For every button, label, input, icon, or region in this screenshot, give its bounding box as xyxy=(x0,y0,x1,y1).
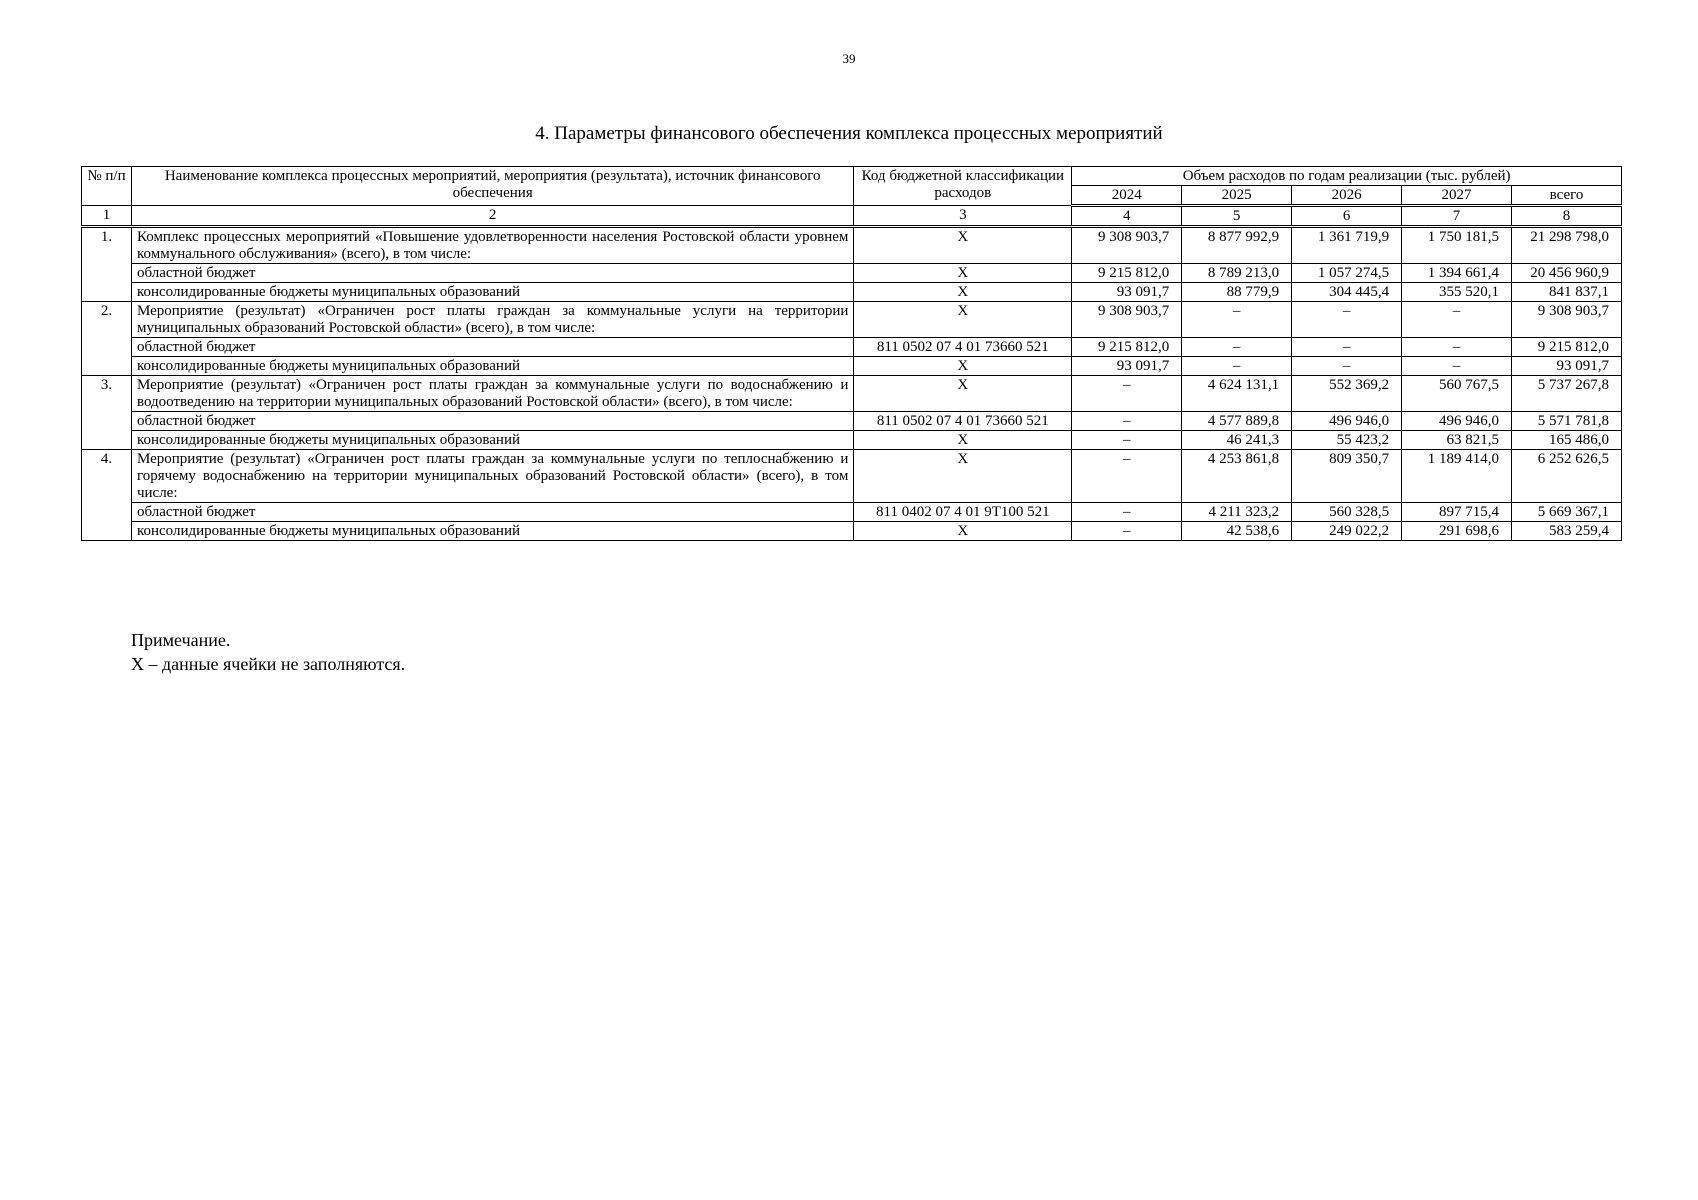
row-name: областной бюджет xyxy=(131,503,853,522)
row-name: Мероприятие (результат) «Ограничен рост платы граждан за коммунальные услуги по теплоснабжению и горячему водоснабжению на территории муниципальных образований Ростовской области» (всего), в том числе: xyxy=(131,450,853,503)
column-number: 4 xyxy=(1072,206,1182,227)
header-total: всего xyxy=(1512,186,1622,206)
row-year-value: 9 308 903,7 xyxy=(1072,227,1182,264)
row-year-value: 355 520,1 xyxy=(1402,283,1512,302)
table-row xyxy=(82,503,1622,522)
row-year-value: 897 715,4 xyxy=(1402,503,1512,522)
row-name: консолидированные бюджеты муниципальных образований xyxy=(131,283,853,302)
row-year-value: 496 946,0 xyxy=(1402,412,1512,431)
row-year-value: – xyxy=(1072,431,1182,450)
table-row xyxy=(82,412,1622,431)
row-year-value: 4 211 323,2 xyxy=(1182,503,1292,522)
row-year-value: – xyxy=(1402,357,1512,376)
row-budget-code: X xyxy=(854,227,1072,264)
row-name: консолидированные бюджеты муниципальных образований xyxy=(131,357,853,376)
row-budget-code: X xyxy=(854,376,1072,412)
row-total-value: 5 669 367,1 xyxy=(1512,503,1622,522)
row-year-value: – xyxy=(1182,302,1292,338)
section-title: 4. Параметры финансового обеспечения комплекса процессных мероприятий xyxy=(535,123,1163,144)
row-year-value: – xyxy=(1072,412,1182,431)
row-year-value: 1 394 661,4 xyxy=(1402,264,1512,283)
row-number: 4. xyxy=(82,450,132,541)
row-budget-code: X xyxy=(854,283,1072,302)
column-number: 6 xyxy=(1292,206,1402,227)
row-budget-code: 811 0502 07 4 01 73660 521 xyxy=(854,338,1072,357)
row-name: Мероприятие (результат) «Ограничен рост платы граждан за коммунальные услуги на территории муниципальных образований Ростовской области» (всего), в том числе: xyxy=(131,302,853,338)
row-number: 1. xyxy=(82,227,132,302)
row-year-value: – xyxy=(1402,302,1512,338)
row-year-value: 8 877 992,9 xyxy=(1182,227,1292,264)
row-total-value: 9 215 812,0 xyxy=(1512,338,1622,357)
row-year-value: – xyxy=(1402,338,1512,357)
row-year-value: 304 445,4 xyxy=(1292,283,1402,302)
header-volume: Объем расходов по годам реализации (тыс. рублей) xyxy=(1072,167,1622,186)
column-number: 2 xyxy=(131,206,853,227)
row-year-value: 46 241,3 xyxy=(1182,431,1292,450)
row-year-value: 1 189 414,0 xyxy=(1402,450,1512,503)
row-budget-code: X xyxy=(854,450,1072,503)
column-number-row xyxy=(82,206,1622,227)
row-year-value: 93 091,7 xyxy=(1072,357,1182,376)
row-total-value: 5 571 781,8 xyxy=(1512,412,1622,431)
row-number: 2. xyxy=(82,302,132,376)
table-row xyxy=(82,227,1622,264)
column-number: 5 xyxy=(1182,206,1292,227)
row-year-value: 42 538,6 xyxy=(1182,522,1292,541)
header-number: № п/п xyxy=(82,167,132,206)
row-total-value: 21 298 798,0 xyxy=(1512,227,1622,264)
row-name: областной бюджет xyxy=(131,338,853,357)
row-year-value: – xyxy=(1072,450,1182,503)
row-year-value: 4 577 889,8 xyxy=(1182,412,1292,431)
note-text: X – данные ячейки не заполняются. xyxy=(131,654,406,674)
row-year-value: 249 022,2 xyxy=(1292,522,1402,541)
row-name: консолидированные бюджеты муниципальных образований xyxy=(131,431,853,450)
row-year-value: – xyxy=(1292,357,1402,376)
row-year-value: 4 253 861,8 xyxy=(1182,450,1292,503)
row-budget-code: X xyxy=(854,431,1072,450)
header-budget-code: Код бюджетной классификации расходов xyxy=(854,167,1072,206)
row-year-value: 496 946,0 xyxy=(1292,412,1402,431)
row-year-value: 9 215 812,0 xyxy=(1072,264,1182,283)
row-year-value: 63 821,5 xyxy=(1402,431,1512,450)
header-name: Наименование комплекса процессных мероприятий, мероприятия (результата), источник финансового обеспечения xyxy=(131,167,853,206)
page-number: 39 xyxy=(842,51,856,66)
row-year-value: 88 779,9 xyxy=(1182,283,1292,302)
row-year-value: 9 308 903,7 xyxy=(1072,302,1182,338)
row-year-value: 809 350,7 xyxy=(1292,450,1402,503)
row-total-value: 5 737 267,8 xyxy=(1512,376,1622,412)
row-total-value: 9 308 903,7 xyxy=(1512,302,1622,338)
row-year-value: – xyxy=(1292,338,1402,357)
row-year-value: – xyxy=(1182,357,1292,376)
row-year-value: 8 789 213,0 xyxy=(1182,264,1292,283)
row-name: Мероприятие (результат) «Ограничен рост платы граждан за коммунальные услуги по водоснабжению и водоотведению на территории муниципальных образований Ростовской области» (всего), в том числе: xyxy=(131,376,853,412)
row-year-value: – xyxy=(1072,522,1182,541)
row-name: областной бюджет xyxy=(131,264,853,283)
column-number: 3 xyxy=(854,206,1072,227)
row-total-value: 583 259,4 xyxy=(1512,522,1622,541)
row-name: областной бюджет xyxy=(131,412,853,431)
row-year-value: 291 698,6 xyxy=(1402,522,1512,541)
row-year-value: 560 328,5 xyxy=(1292,503,1402,522)
row-total-value: 93 091,7 xyxy=(1512,357,1622,376)
row-year-value: 93 091,7 xyxy=(1072,283,1182,302)
note xyxy=(131,628,405,676)
row-total-value: 6 252 626,5 xyxy=(1512,450,1622,503)
row-year-value: – xyxy=(1292,302,1402,338)
row-year-value: 4 624 131,1 xyxy=(1182,376,1292,412)
note-heading: Примечание. xyxy=(131,630,231,650)
row-year-value: 560 767,5 xyxy=(1402,376,1512,412)
row-budget-code: X xyxy=(854,264,1072,283)
row-name: консолидированные бюджеты муниципальных образований xyxy=(131,522,853,541)
row-budget-code: 811 0502 07 4 01 73660 521 xyxy=(854,412,1072,431)
table-row xyxy=(82,283,1622,302)
table-row xyxy=(82,302,1622,338)
table-row xyxy=(82,522,1622,541)
row-budget-code: X xyxy=(854,357,1072,376)
header-year: 2024 xyxy=(1072,186,1182,206)
row-budget-code: X xyxy=(854,522,1072,541)
row-total-value: 20 456 960,9 xyxy=(1512,264,1622,283)
row-number: 3. xyxy=(82,376,132,450)
column-number: 7 xyxy=(1402,206,1512,227)
row-year-value: 552 369,2 xyxy=(1292,376,1402,412)
header-year: 2026 xyxy=(1292,186,1402,206)
row-year-value: – xyxy=(1072,503,1182,522)
row-year-value: – xyxy=(1072,376,1182,412)
row-year-value: 55 423,2 xyxy=(1292,431,1402,450)
table-row xyxy=(82,376,1622,412)
row-name: Комплекс процессных мероприятий «Повышение удовлетворенности населения Ростовской области уровнем коммунального обслуживания» (всего), в том числе: xyxy=(131,227,853,264)
row-budget-code: 811 0402 07 4 01 9Т100 521 xyxy=(854,503,1072,522)
row-total-value: 841 837,1 xyxy=(1512,283,1622,302)
row-year-value: 1 057 274,5 xyxy=(1292,264,1402,283)
row-budget-code: X xyxy=(854,302,1072,338)
header-year: 2025 xyxy=(1182,186,1292,206)
row-year-value: 1 361 719,9 xyxy=(1292,227,1402,264)
table-row xyxy=(82,264,1622,283)
financing-table xyxy=(81,166,1622,541)
column-number: 8 xyxy=(1512,206,1622,227)
row-year-value: 9 215 812,0 xyxy=(1072,338,1182,357)
column-number: 1 xyxy=(82,206,132,227)
header-year: 2027 xyxy=(1402,186,1512,206)
row-year-value: – xyxy=(1182,338,1292,357)
row-year-value: 1 750 181,5 xyxy=(1402,227,1512,264)
table-row xyxy=(82,357,1622,376)
table-row xyxy=(82,431,1622,450)
table-row xyxy=(82,338,1622,357)
table-row xyxy=(82,450,1622,503)
row-total-value: 165 486,0 xyxy=(1512,431,1622,450)
